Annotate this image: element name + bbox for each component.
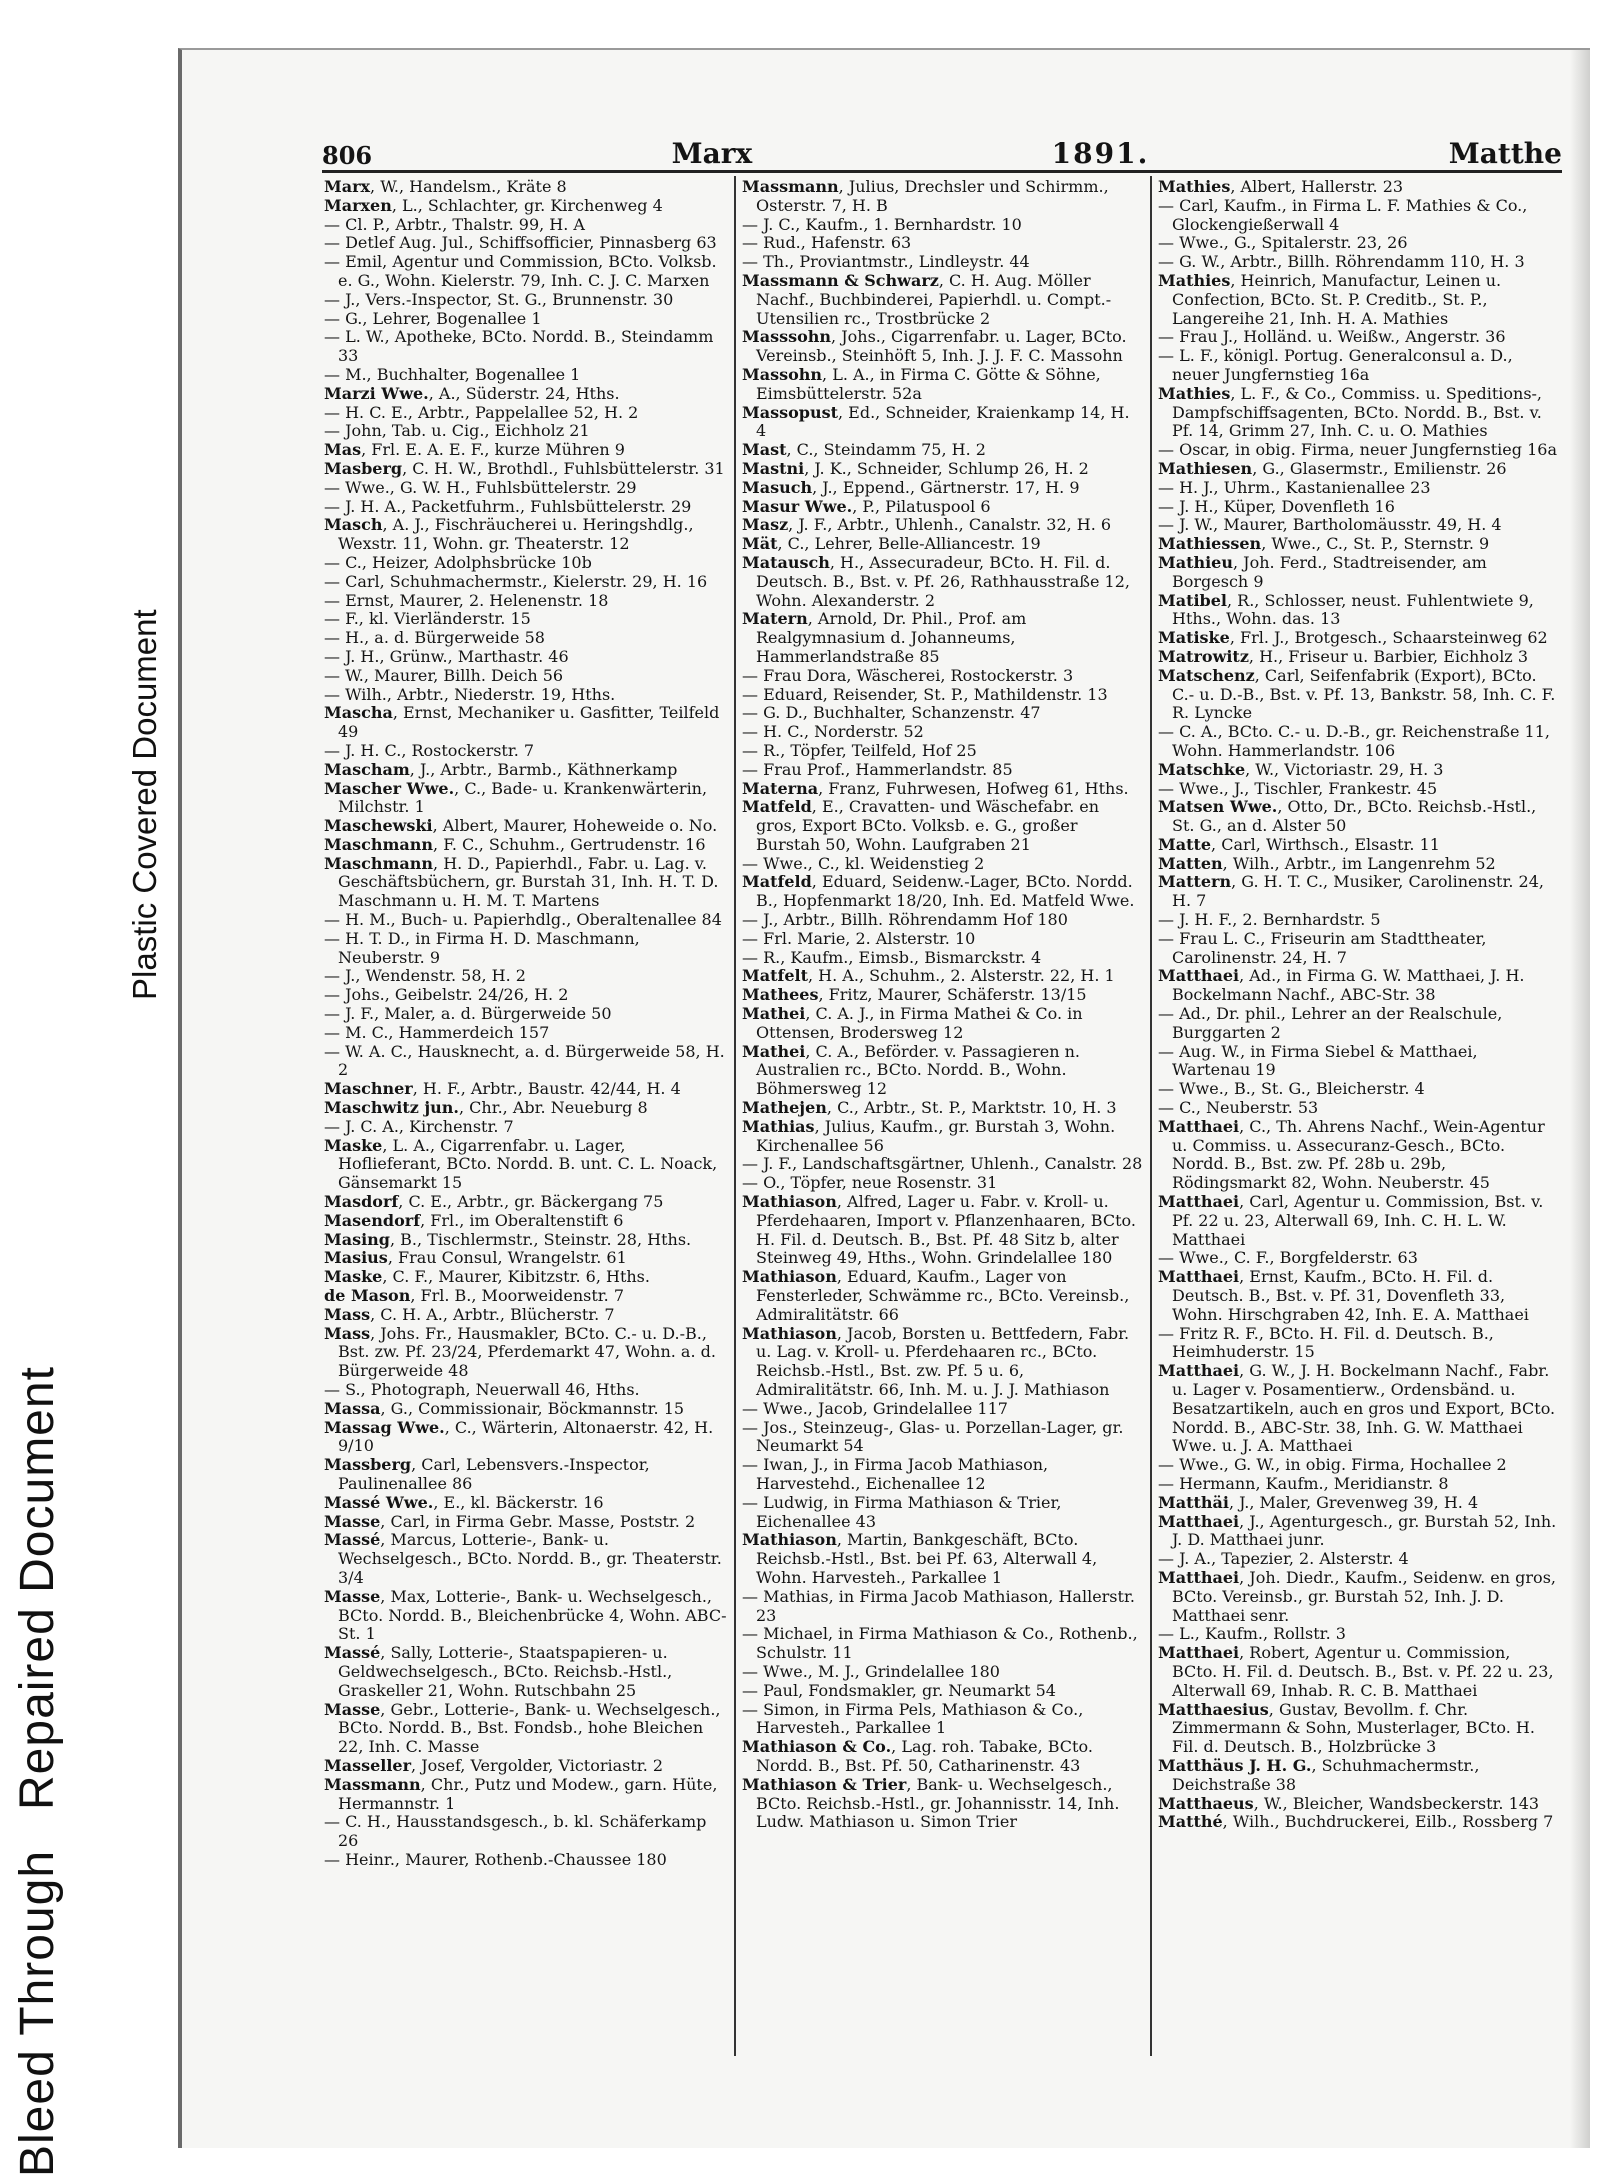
directory-entry: — J. A., Tapezier, 2. Alsterstr. 4	[1158, 1549, 1409, 1569]
directory-entry: — C. H., Hausstandsgesch., b. kl. Schäferkamp 26	[324, 1812, 707, 1851]
directory-entry: Mascham, J., Arbtr., Barmb., Käthnerkamp	[324, 759, 678, 779]
directory-entry: — H. C., Norderstr. 52	[742, 722, 924, 742]
directory-entry: — J., Wendenstr. 58, H. 2	[324, 966, 526, 986]
directory-entry: Matthaei, J., Agenturgesch., gr. Burstah 52, Inh. J. D. Matthaei junr.	[1158, 1511, 1557, 1550]
directory-entry: — J. H. F., 2. Bernhardstr. 5	[1158, 910, 1381, 930]
directory-entry: Masius, Frau Consul, Wrangelstr. 61	[324, 1248, 627, 1268]
directory-entry: — S., Photograph, Neuerwall 46, Hths.	[324, 1380, 640, 1399]
directory-entry: Mathies, Heinrich, Manufactur, Leinen u. Confection, BCto. St. P. Creditb., St. P., Langereihe 21, Inh. H. A. Mathies	[1158, 270, 1502, 328]
left-keyword: Marx	[671, 137, 753, 170]
directory-entry: — Frau Prof., Hammerlandstr. 85	[742, 759, 1013, 779]
directory-entry: — Emil, Agentur und Commission, BCto. Volksb. e. G., Wohn. Kielerstr. 79, Inh. C. J. C. Marxen	[324, 252, 717, 290]
directory-entry: Matsen Wwe., Otto, Dr., BCto. Reichsb.-Hstl., St. G., an d. Alster 50	[1158, 797, 1537, 836]
directory-entry: Maske, L. A., Cigarrenfabr. u. Lager, Hoflieferant, BCto. Nordd. B. unt. C. L. Noack, Gänsemarkt 15	[324, 1135, 718, 1193]
directory-entry: — Wwe., J., Tischler, Frankestr. 45	[1158, 778, 1438, 798]
directory-entry: Matibel, R., Schlosser, neust. Fuhlentwiete 9, Hths., Wohn. das. 13	[1158, 590, 1534, 629]
directory-entry: Mathiason & Co., Lag. roh. Tabake, BCto. Nordd. B., Bst. Pf. 50, Catharinenstr. 43	[742, 1737, 1093, 1775]
directory-entry: Mathieu, Joh. Ferd., Stadtreisender, am Borgesch 9	[1158, 552, 1487, 591]
directory-entry: — J. H., Küper, Dovenfleth 16	[1158, 496, 1395, 516]
directory-entry: — L. W., Apotheke, BCto. Nordd. B., Steindamm 33	[324, 327, 714, 366]
bleed-through-repaired-stamp	[10, 1366, 65, 2177]
directory-entry: — Rud., Hafenstr. 63	[742, 233, 912, 253]
directory-entry: Mathejen, C., Arbtr., St. P., Marktstr. 10, H. 3	[742, 1098, 1117, 1118]
page-header	[322, 136, 1562, 173]
directory-entry: — Frl. Marie, 2. Alsterstr. 10	[742, 928, 976, 948]
column-middle	[734, 176, 1150, 2056]
directory-entry: Masse, Gebr., Lotterie-, Bank- u. Wechselgesch., BCto. Nordd. B., Bst. Fondsb., hohe Bleichen 22, Inh. C. Masse	[324, 1699, 721, 1757]
directory-entry: Matiske, Frl. J., Brotgesch., Schaarsteinweg 62	[1158, 628, 1548, 648]
directory-entry: Maschmann, H. D., Papierhdl., Fabr. u. Lag. v. Geschäftsbüchern, gr. Burstah 31, Inh. H. T. D. Maschmann u. H. M. T. Martens	[324, 853, 719, 911]
directory-entry: Matthäi, J., Maler, Grevenweg 39, H. 4	[1158, 1492, 1479, 1512]
directory-entry: Maschner, H. F., Arbtr., Baustr. 42/44, H. 4	[324, 1079, 681, 1099]
directory-entry: Matte, Carl, Wirthsch., Elsastr. 11	[1158, 834, 1440, 854]
year: 1891.	[1051, 137, 1150, 170]
directory-entry: — Wwe., G. W., in obig. Firma, Hochallee 2	[1158, 1455, 1507, 1475]
directory-entry: Massé, Marcus, Lotterie-, Bank- u. Wechselgesch., BCto. Nordd. B., gr. Theaterstr. 3/4	[324, 1530, 722, 1587]
directory-entry: Mascher Wwe., C., Bade- u. Krankenwärterin, Milchstr. 1	[324, 778, 708, 817]
directory-entry: Matthaei, G. W., J. H. Bockelmann Nachf., Fabr. u. Lager v. Posamentierw., Ordensbänd. u. Besatzartikeln, auch en gros und Export, BCto. Nordd. B., ABC-Str. 38, Inh. G. W. Matthaei Wwe. u. J. A. Matthaei	[1158, 1361, 1556, 1456]
directory-entry: Masendorf, Frl., im Oberaltenstift 6	[324, 1210, 624, 1230]
directory-entry: Masdorf, C. E., Arbtr., gr. Bäckergang 75	[324, 1192, 664, 1212]
directory-entry: — Paul, Fondsmakler, gr. Neumarkt 54	[742, 1680, 1056, 1700]
directory-entry: — G. W., Arbtr., Billh. Röhrendamm 110, H. 3	[1158, 252, 1525, 272]
directory-entry: Mathiessen, Wwe., C., St. P., Sternstr. 9	[1158, 534, 1490, 554]
directory-entry: Mathei, C. A., Beförder. v. Passagieren n. Australien rc., BCto. Nordd. B., Wohn. Böhmersweg 12	[742, 1041, 1080, 1099]
directory-entry: — Ad., Dr. phil., Lehrer an der Realschule, Burggarten 2	[1158, 1004, 1503, 1042]
directory-entry: — Heinr., Maurer, Rothenb.-Chaussee 180	[324, 1849, 667, 1869]
directory-entry: Massag Wwe., C., Wärterin, Altonaerstr. 42, H. 9/10	[324, 1417, 714, 1456]
directory-entry: — C., Heizer, Adolphsbrücke 10b	[324, 552, 592, 572]
directory-entry: Maske, C. F., Maurer, Kibitzstr. 6, Hths.	[324, 1267, 650, 1287]
directory-entry: — Wwe., G. W. H., Fuhlsbüttelerstr. 29	[324, 477, 637, 497]
directory-entry: — Th., Proviantmstr., Lindleystr. 44	[742, 252, 1030, 272]
directory-entry: Marx, W., Handelsm., Kräte 8	[324, 177, 567, 196]
directory-entry: Massohn, L. A., in Firma C. Götte & Söhne, Eimsbüttelerstr. 52a	[742, 364, 1101, 403]
directory-entry: Masberg, C. H. W., Brothdl., Fuhlsbüttelerstr. 31	[324, 458, 725, 478]
directory-entry: — J. W., Maurer, Bartholomäusstr. 49, H. 4	[1158, 515, 1502, 535]
directory-entry: — W. A. C., Hausknecht, a. d. Bürgerweide 58, H. 2	[324, 1041, 725, 1080]
directory-entry: Matthaei, Robert, Agentur u. Commission, BCto. H. Fil. d. Deutsch. B., Bst. v. Pf. 22 u. 23, Alterwall 69, Inhab. R. C. B. Matthaei	[1158, 1643, 1554, 1700]
directory-entry: Mathies, L. F., & Co., Commiss. u. Speditions-, Dampfschiffsagenten, BCto. Nordd. B., Bst. v. Pf. 14, Grimm 27, Inh. C. u. O. Mathies	[1158, 383, 1543, 441]
directory-entry: — J. C. A., Kirchenstr. 7	[324, 1116, 514, 1136]
directory-entry: Matausch, H., Assecuradeur, BCto. H. Fil. d. Deutsch. B., Bst. v. Pf. 26, Rathhausstraße 12, Wohn. Alexanderstr. 2	[742, 552, 1130, 610]
directory-entry: — Frau Dora, Wäscherei, Rostockerstr. 3	[742, 665, 1074, 685]
directory-entry: — J., Arbtr., Billh. Röhrendamm Hof 180	[742, 910, 1068, 930]
column-right	[1150, 176, 1566, 2056]
directory-entry: — Simon, in Firma Pels, Mathiason & Co., Harvesteh., Parkallee 1	[742, 1699, 1084, 1738]
directory-entry: Maschwitz jun., Chr., Abr. Neueburg 8	[324, 1098, 648, 1118]
directory-entry: — Wwe., B., St. G., Bleicherstr. 4	[1158, 1079, 1425, 1099]
directory-entry: Maschmann, F. C., Schuhm., Gertrudenstr. 16	[324, 834, 706, 854]
directory-entry: Mathias, Julius, Kaufm., gr. Burstah 3, Wohn. Kirchenallee 56	[742, 1116, 1116, 1155]
directory-entry: Mascha, Ernst, Mechaniker u. Gasfitter, Teilfeld 49	[324, 703, 720, 742]
directory-entry: Matern, Arnold, Dr. Phil., Prof. am Realgymnasium d. Johanneums, Hammerlandstraße 85	[742, 609, 1027, 666]
directory-entry: Maschewski, Albert, Maurer, Hoheweide o. No.	[324, 816, 718, 836]
directory-entry: — Detlef Aug. Jul., Schiffsofficier, Pinnasberg 63	[324, 233, 717, 253]
directory-entry: — Frau L. C., Friseurin am Stadttheater, Carolinenstr. 24, H. 7	[1158, 928, 1487, 967]
directory-entry: Mathiason, Martin, Bankgeschäft, BCto. Reichsb.-Hstl., Bst. bei Pf. 63, Alterwall 4, Wohn. Harvesteh., Parkallee 1	[742, 1530, 1098, 1587]
directory-entry: Matschke, W., Victoriastr. 29, H. 3	[1158, 759, 1444, 779]
directory-entry: — Carl, Schuhmachermstr., Kielerstr. 29, H. 16	[324, 571, 708, 591]
directory-entry: Masur Wwe., P., Pilatuspool 6	[742, 496, 991, 516]
directory-entry: Mast, C., Steindamm 75, H. 2	[742, 440, 986, 460]
directory-entry: — Wilh., Arbtr., Niederstr. 19, Hths.	[324, 684, 616, 704]
directory-entry: Massé, Sally, Lotterie-, Staatspapieren- u. Geldwechselgesch., BCto. Reichsb.-Hstl., Graskeller 21, Wohn. Rutschbahn 25	[324, 1643, 673, 1700]
directory-entry: Massopust, Ed., Schneider, Kraienkamp 14, H. 4	[742, 402, 1130, 441]
directory-entry: Masssohn, Johs., Cigarrenfabr. u. Lager, BCto. Vereinsb., Steinhöft 5, Inh. J. J. F. C. Massohn	[742, 327, 1127, 366]
directory-entry: — H. M., Buch- u. Papierhdlg., Oberaltenallee 84	[324, 910, 722, 930]
directory-entry: — G. D., Buchhalter, Schanzenstr. 47	[742, 703, 1041, 723]
directory-entry: Massé Wwe., E., kl. Bäckerstr. 16	[324, 1492, 604, 1512]
directory-entry: — J. H. C., Rostockerstr. 7	[324, 740, 535, 760]
directory-entry: — J. F., Landschaftsgärtner, Uhlenh., Canalstr. 28	[742, 1154, 1143, 1174]
directory-entry: — Hermann, Kaufm., Meridianstr. 8	[1158, 1473, 1449, 1493]
directory-entry: — F., kl. Vierländerstr. 15	[324, 609, 531, 629]
directory-columns	[318, 176, 1568, 2056]
directory-entry: — J. C., Kaufm., 1. Bernhardstr. 10	[742, 214, 1022, 234]
directory-entry: Massberg, Carl, Lebensvers.-Inspector, Paulinenallee 86	[324, 1455, 650, 1493]
directory-entry: Mathees, Fritz, Maurer, Schäferstr. 13/15	[742, 985, 1087, 1005]
directory-entry: Mathiason, Eduard, Kaufm., Lager von Fensterleder, Schwämme rc., BCto. Vereinsb., Admiralitätstr. 66	[742, 1267, 1130, 1324]
right-keyword: Matthe	[1448, 137, 1562, 170]
directory-entry: — Carl, Kaufm., in Firma L. F. Mathies & Co., Glockengießerwall 4	[1158, 195, 1528, 234]
directory-entry: — W., Maurer, Billh. Deich 56	[324, 665, 564, 685]
directory-entry: — O., Töpfer, neue Rosenstr. 31	[742, 1173, 998, 1193]
directory-entry: Matthé, Wilh., Buchdruckerei, Eilb., Rossberg 7	[1158, 1812, 1554, 1832]
directory-entry: — L. F., königl. Portug. Generalconsul a. D., neuer Jungfernstieg 16a	[1158, 346, 1513, 384]
directory-entry: — Oscar, in obig. Firma, neuer Jungfernstieg 16a	[1158, 440, 1557, 460]
directory-entry: — H. J., Uhrm., Kastanienallee 23	[1158, 477, 1431, 497]
directory-entry: Matfeld, E., Cravatten- und Wäschefabr. en gros, Export BCto. Volksb. e. G., großer Burstah 50, Wohn. Laufgraben 21	[742, 797, 1100, 854]
directory-entry: Masseller, Josef, Vergolder, Victoriastr. 2	[324, 1755, 664, 1775]
directory-entry: Matfelt, H. A., Schuhm., 2. Alsterstr. 22, H. 1	[742, 966, 1115, 986]
directory-entry: Mastni, J. K., Schneider, Schlump 26, H. 2	[742, 458, 1089, 478]
directory-entry: — Johs., Geibelstr. 24/26, H. 2	[324, 985, 569, 1005]
directory-entry: Matthaesius, Gustav, Bevollm. f. Chr. Zimmermann & Sohn, Musterlager, BCto. H. Fil. d. Deutsch. B., Holzbrücke 3	[1158, 1699, 1535, 1757]
directory-entry: — Ernst, Maurer, 2. Helenenstr. 18	[324, 590, 609, 610]
column-left	[318, 176, 734, 2056]
directory-entry: — H., a. d. Bürgerweide 58	[324, 628, 545, 648]
directory-entry: — Eduard, Reisender, St. P., Mathildenstr. 13	[742, 684, 1108, 704]
directory-entry: Matfeld, Eduard, Seidenw.-Lager, BCto. Nordd. B., Hopfenmarkt 18/20, Inh. Ed. Matfeld Wwe.	[742, 872, 1135, 911]
repaired-document-label: Repaired Document	[11, 1366, 64, 1810]
directory-entry: — J. H., Grünw., Marthastr. 46	[324, 646, 569, 666]
directory-entry: — C. A., BCto. C.- u. D.-B., gr. Reichenstraße 11, Wohn. Hammerlandstr. 106	[1158, 722, 1550, 760]
directory-entry: — John, Tab. u. Cig., Eichholz 21	[324, 421, 590, 441]
directory-entry: Matthaei, Joh. Diedr., Kaufm., Seidenw. en gros, BCto. Vereinsb., gr. Burstah 52, Inh. J. D. Matthaei senr.	[1158, 1567, 1556, 1625]
directory-entry: — Ludwig, in Firma Mathiason & Trier, Eichenallee 43	[742, 1492, 1062, 1531]
directory-entry: Massmann, Chr., Putz und Modew., garn. Hüte, Hermannstr. 1	[324, 1774, 718, 1813]
directory-entry: Mathiason, Jacob, Borsten u. Bettfedern, Fabr. u. Lag. v. Kroll- u. Pferdehaaren rc., BCto. Reichsb.-Hstl., Bst. zw. Pf. 5 u. 6, Admiralitätstr. 66, Inh. M. u. J. J. Mathiason	[742, 1323, 1130, 1399]
directory-entry: Masse, Max, Lotterie-, Bank- u. Wechselgesch., BCto. Nordd. B., Bleichenbrücke 4, Wohn. ABC-St. 1	[324, 1586, 727, 1644]
directory-entry: Matthaei, Ad., in Firma G. W. Matthaei, J. H. Bockelmann Nachf., ABC-Str. 38	[1158, 966, 1525, 1005]
directory-entry: Massmann, Julius, Drechsler und Schirmm., Osterstr. 7, H. B	[742, 177, 1109, 215]
directory-entry: — J. F., Maler, a. d. Bürgerweide 50	[324, 1004, 612, 1024]
directory-entry: — Aug. W., in Firma Siebel & Matthaei, Wartenau 19	[1158, 1041, 1478, 1080]
directory-entry: Matten, Wilh., Arbtr., im Langenrehm 52	[1158, 853, 1496, 873]
directory-entry: — J. H. A., Packetfuhrm., Fuhlsbüttelerstr. 29	[324, 496, 692, 516]
directory-entry: — C., Neuberstr. 53	[1158, 1098, 1319, 1118]
directory-entry: — Wwe., M. J., Grindelallee 180	[742, 1661, 1000, 1681]
directory-entry: Matthäus J. H. G., Schuhmachermstr., Deichstraße 38	[1158, 1755, 1480, 1794]
directory-entry: — R., Kaufm., Eimsb., Bismarckstr. 4	[742, 947, 1042, 967]
directory-entry: de Mason, Frl. B., Moorweidenstr. 7	[324, 1286, 625, 1306]
directory-entry: Mass, C. H. A., Arbtr., Blücherstr. 7	[324, 1304, 615, 1324]
directory-entry: Matrowitz, H., Friseur u. Barbier, Eichholz 3	[1158, 646, 1528, 666]
directory-entry: Mathei, C. A. J., in Firma Mathei & Co. in Ottensen, Brodersweg 12	[742, 1004, 1083, 1042]
directory-entry: Mathiason, Alfred, Lager u. Fabr. v. Kroll- u. Pferdehaaren, Import v. Pflanzenhaaren, BCto. H. Fil. d. Deutsch. B., Bst. Pf. 48 Sitz b, alter Steinweg 49, Hths., Wohn. Grindelallee 180	[742, 1192, 1136, 1268]
directory-entry: — Mathias, in Firma Jacob Mathiason, Hallerstr. 23	[742, 1586, 1135, 1625]
directory-entry: Matthaei, C., Th. Ahrens Nachf., Wein-Agentur u. Commiss. u. Assecuranz-Gesch., BCto. Nordd. B., Bst. zw. Pf. 28b u. 29b, Rödingsmarkt 82, Wohn. Neuberstr. 45	[1158, 1116, 1545, 1193]
directory-entry: Mas, Frl. E. A. E. F., kurze Mühren 9	[324, 440, 625, 460]
directory-entry: Matthaei, Carl, Agentur u. Commission, Bst. v. Pf. 22 u. 23, Alterwall 69, Inh. C. H. L. W. Matthaei	[1158, 1192, 1544, 1249]
directory-entry: — G., Lehrer, Bogenallee 1	[324, 308, 542, 328]
directory-entry: — Jos., Steinzeug-, Glas- u. Porzellan-Lager, gr. Neumarkt 54	[742, 1417, 1124, 1456]
directory-entry: Masz, J. F., Arbtr., Uhlenh., Canalstr. 32, H. 6	[742, 515, 1112, 535]
directory-entry: — Frau J., Holländ. u. Weißw., Angerstr. 36	[1158, 327, 1506, 347]
directory-entry: — M. C., Hammerdeich 157	[324, 1022, 550, 1042]
directory-entry: Mathies, Albert, Hallerstr. 23	[1158, 177, 1404, 196]
directory-entry: — R., Töpfer, Teilfeld, Hof 25	[742, 740, 977, 760]
directory-entry: Matthaei, Ernst, Kaufm., BCto. H. Fil. d. Deutsch. B., Bst. v. Pf. 31, Dovenfleth 33, Wohn. Hirschgraben 42, Inh. E. A. Matthaei	[1158, 1267, 1529, 1324]
directory-entry: — Iwan, J., in Firma Jacob Mathiason, Harvestehd., Eichenallee 12	[742, 1455, 1049, 1493]
directory-entry: Masch, A. J., Fischräucherei u. Heringshdlg., Wexstr. 11, Wohn. gr. Theaterstr. 12	[324, 515, 694, 554]
directory-entry: — Wwe., Jacob, Grindelallee 117	[742, 1398, 1008, 1418]
directory-entry: Massa, G., Commissionair, Böckmannstr. 15	[324, 1398, 685, 1418]
directory-entry: Masuch, J., Eppend., Gärtnerstr. 17, H. 9	[742, 477, 1080, 497]
page-number: 806	[322, 141, 373, 170]
scanned-page	[178, 48, 1590, 2148]
directory-entry: Matthaeus, W., Bleicher, Wandsbeckerstr. 143	[1158, 1793, 1540, 1813]
directory-entry: Mät, C., Lehrer, Belle-Alliancestr. 19	[742, 534, 1041, 554]
directory-entry: Mass, Johs. Fr., Hausmakler, BCto. C.- u. D.-B., Bst. zw. Pf. 23/24, Pferdemarkt 47, Wohn. a. d. Bürgerweide 48	[324, 1323, 716, 1381]
directory-entry: Materna, Franz, Fuhrwesen, Hofweg 61, Hths.	[742, 778, 1129, 798]
directory-entry: Marxen, L., Schlachter, gr. Kirchenweg 4	[324, 195, 663, 215]
directory-entry: — M., Buchhalter, Bogenallee 1	[324, 364, 581, 384]
directory-entry: Mattern, G. H. T. C., Musiker, Carolinenstr. 24, H. 7	[1158, 872, 1544, 911]
bleed-through-label: Bleed Through	[11, 1849, 64, 2177]
directory-entry: — H. C. E., Arbtr., Pappelallee 52, H. 2	[324, 402, 639, 422]
directory-entry: — Wwe., C., kl. Weidenstieg 2	[742, 853, 985, 873]
directory-entry: Matschenz, Carl, Seifenfabrik (Export), BCto. C.- u. D.-B., Bst. v. Pf. 13, Bankstr. 58, Inh. C. F. R. Lyncke	[1158, 665, 1556, 723]
directory-entry: Mathiason & Trier, Bank- u. Wechselgesch., BCto. Reichsb.-Hstl., gr. Johannisstr. 14, Inh. Ludw. Mathiason u. Simon Trier	[742, 1774, 1120, 1832]
directory-entry: — Fritz R. F., BCto. H. Fil. d. Deutsch. B., Heimhuderstr. 15	[1158, 1323, 1494, 1362]
directory-entry: — Cl. P., Arbtr., Thalstr. 99, H. A	[324, 214, 585, 234]
directory-entry: — L., Kaufm., Rollstr. 3	[1158, 1624, 1346, 1644]
directory-entry: — Wwe., G., Spitalerstr. 23, 26	[1158, 233, 1408, 253]
directory-entry: Mathiesen, G., Glasermstr., Emilienstr. 26	[1158, 458, 1507, 478]
directory-entry: Massmann & Schwarz, C. H. Aug. Möller Nachf., Buchbinderei, Papierhdl. u. Compt.-Utensilien rc., Trostbrücke 2	[742, 270, 1112, 328]
plastic-covered-stamp: Plastic Covered Document	[126, 609, 163, 1000]
directory-entry: — J., Vers.-Inspector, St. G., Brunnenstr. 30	[324, 289, 674, 309]
directory-entry: — Michael, in Firma Mathiason & Co., Rothenb., Schulstr. 11	[742, 1624, 1138, 1663]
directory-entry: Masse, Carl, in Firma Gebr. Masse, Poststr. 2	[324, 1511, 696, 1531]
directory-entry: Masing, B., Tischlermstr., Steinstr. 28, Hths.	[324, 1229, 692, 1249]
directory-entry: — H. T. D., in Firma H. D. Maschmann, Neuberstr. 9	[324, 928, 640, 967]
directory-entry: — Wwe., C. F., Borgfelderstr. 63	[1158, 1248, 1418, 1268]
directory-entry: Marzi Wwe., A., Süderstr. 24, Hths.	[324, 383, 620, 403]
